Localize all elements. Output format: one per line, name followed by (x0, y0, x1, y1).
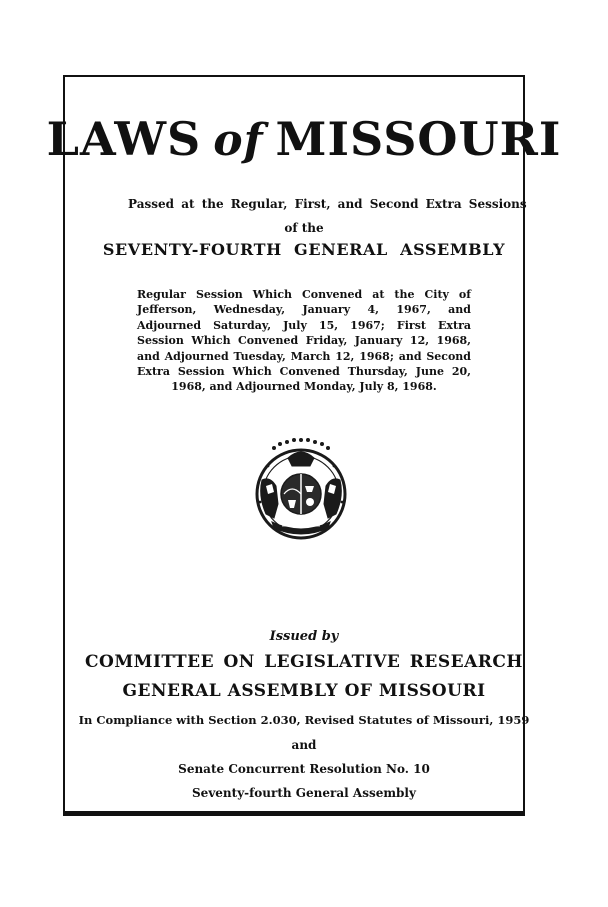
title-laws: LAWS (46, 112, 202, 166)
document-title (0, 112, 608, 166)
general-assembly-heading: GENERAL ASSEMBLY OF MISSOURI (122, 681, 486, 701)
compliance-line: In Compliance with Section 2.030, Revised Statutes of Missouri, 1959 (78, 713, 530, 727)
assembly-name-heading: SEVENTY-FOURTH GENERAL ASSEMBLY (102, 240, 506, 259)
title-missouri: MISSOURI (275, 112, 562, 166)
resolution-line: Senate Concurrent Resolution No. 10 (178, 762, 430, 776)
state-seal-icon (248, 436, 354, 542)
committee-heading: COMMITTEE ON LEGISLATIVE RESEARCH (85, 652, 523, 672)
session-details-paragraph: Regular Session Which Convened at the City of Jefferson, Wednesday, January 4, 1967, and Adjourned Saturday, July 15, 1967; First Extra Session Which Convened Friday, January 12, 1968, and Adjourned Tuesday, March 12, 1968; and Second Extra Session Which Convened Thursday, June 20, 1968, and Adjourned Monday, July 8, 1968. (137, 288, 471, 394)
title-of: of (213, 115, 264, 166)
passed-sessions-line: Passed at the Regular, First, and Second Extra Sessions (128, 197, 527, 211)
issued-by-label: Issued by (269, 629, 339, 644)
seventy-fourth-line: Seventy-fourth General Assembly (192, 786, 416, 800)
of-the-line: of the (284, 221, 324, 235)
and-line: and (291, 738, 317, 752)
